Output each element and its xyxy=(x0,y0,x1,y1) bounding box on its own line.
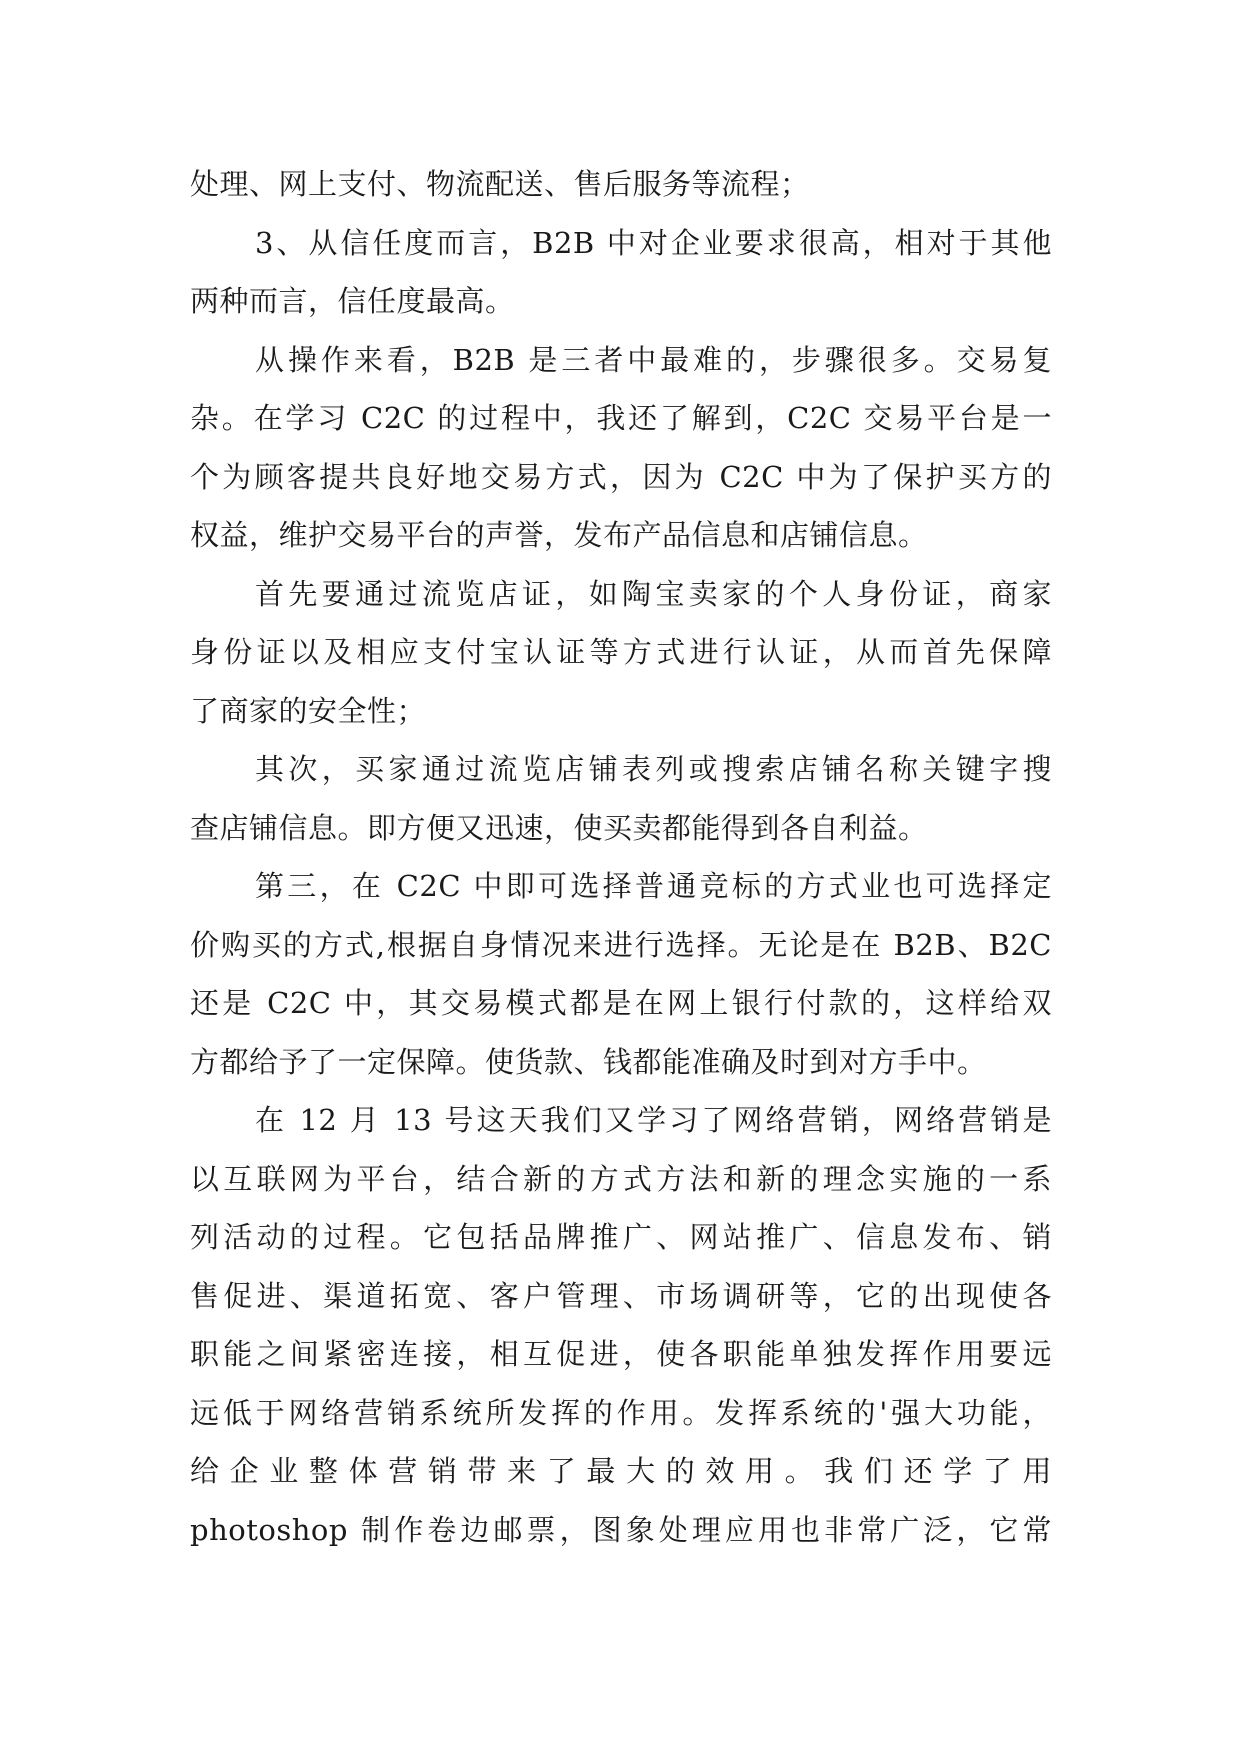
text-line: 售促进、渠道拓宽、客户管理、市场调研等，它的出现使各 xyxy=(190,1278,1052,1313)
text-line: 方都给予了一定保障。使货款、钱都能准确及时到对方手中。 xyxy=(190,1044,987,1079)
text-line: 杂。在学习 C2C 的过程中，我还了解到，C2C 交易平台是一 xyxy=(190,401,1052,435)
text-line: 身份证以及相应支付宝认证等方式进行认证，从而首先保障 xyxy=(190,635,1052,669)
text-line: 在 12 月 13 号这天我们又学习了网络营销，网络营销是 xyxy=(255,1103,1052,1137)
document-body xyxy=(190,155,1052,1559)
text-line: 3、从信任度而言，B2B 中对企业要求很高，相对于其他 xyxy=(255,225,1052,260)
text-line: 职能之间紧密连接，相互促进，使各职能单独发挥作用要远 xyxy=(190,1337,1052,1371)
text-line: 首先要通过流览店证，如陶宝卖家的个人身份证，商家 xyxy=(255,576,1052,611)
text-line: 了商家的安全性； xyxy=(190,693,427,728)
text-line: photoshop 制作卷边邮票，图象处理应用也非常广泛，它常 xyxy=(190,1512,1052,1547)
text-line: 两种而言，信任度最高。 xyxy=(190,284,515,318)
text-line: 远低于网络营销系统所发挥的作用。发挥系统的'强大功能， xyxy=(190,1395,1052,1430)
text-line: 其次，买家通过流览店铺表列或搜索店铺名称关键字搜 xyxy=(255,752,1052,786)
text-line: 以互联网为平台，结合新的方式方法和新的理念实施的一系 xyxy=(190,1161,1052,1196)
text-line: 查店铺信息。即方便又迅速，使买卖都能得到各自利益。 xyxy=(190,810,928,845)
text-line: 价购买的方式,根据自身情况来进行选择。无论是在 B2B、B2C xyxy=(190,927,1052,962)
text-line: 第三，在 C2C 中即可选择普通竞标的方式业也可选择定 xyxy=(255,869,1052,903)
text-line: 处理、网上支付、物流配送、售后服务等流程； xyxy=(190,167,810,201)
text-line: 个为顾客提共良好地交易方式，因为 C2C 中为了保护买方的 xyxy=(190,459,1052,494)
text-line: 列活动的过程。它包括品牌推广、网站推广、信息发布、销 xyxy=(190,1220,1052,1254)
text-line: 还是 C2C 中，其交易模式都是在网上银行付款的，这样给双 xyxy=(190,986,1052,1020)
text-line: 权益，维护交易平台的声誉，发布产品信息和店铺信息。 xyxy=(190,518,928,552)
text-line: 给企业整体营销带来了最大的效用。我们还学了用 xyxy=(190,1454,1052,1488)
text-line: 从操作来看，B2B 是三者中最难的，步骤很多。交易复 xyxy=(255,342,1052,377)
